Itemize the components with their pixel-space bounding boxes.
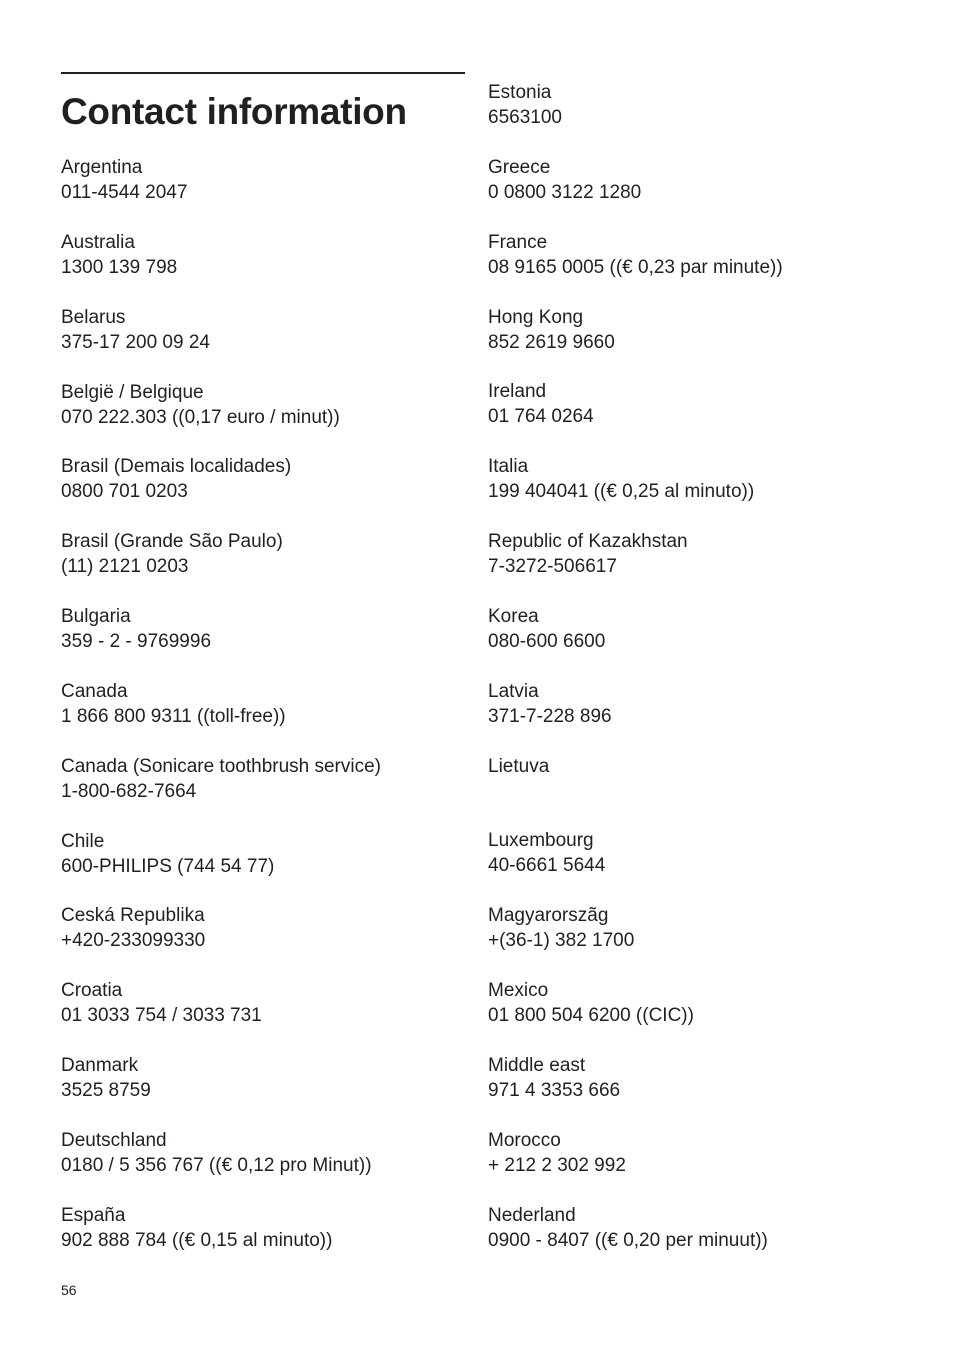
contact-entry (61, 754, 481, 829)
contact-entry (61, 529, 481, 604)
contact-list-left (61, 155, 481, 1278)
contact-entry (488, 1053, 908, 1128)
phone-number: 359 - 2 - 9769996 (61, 631, 212, 653)
country-name: Brasil (Grande São Paulo) (61, 531, 283, 553)
phone-number: 902 888 784 ((€ 0,15 al minuto)) (61, 1229, 333, 1251)
country-name: Middle east (488, 1054, 586, 1076)
contact-entry (488, 1128, 908, 1203)
phone-number: + 212 2 302 992 (488, 1154, 626, 1176)
contact-entry (61, 679, 481, 754)
phone-number: 371-7-228 896 (488, 705, 612, 727)
country-name: Chile (61, 830, 105, 852)
phone-number: 199 404041 ((€ 0,25 al minuto)) (488, 481, 755, 503)
country-name: Republic of Kazakhstan (488, 531, 688, 553)
phone-number: 0900 - 8407 ((€ 0,20 per minuut)) (488, 1229, 768, 1251)
contact-entry (61, 1128, 481, 1203)
phone-number: 852 2619 9660 (488, 331, 615, 353)
contact-entry (488, 80, 908, 155)
country-name: Australia (61, 231, 135, 253)
phone-number (488, 779, 908, 804)
country-name: Greece (488, 156, 551, 178)
phone-number: 01 3033 754 / 3033 731 (61, 1005, 262, 1027)
country-name: Croatia (61, 980, 123, 1002)
contact-entry (61, 978, 481, 1053)
contact-entry (488, 903, 908, 978)
contact-entry (61, 1053, 481, 1128)
contact-entry (61, 230, 481, 305)
phone-number: 070 222.303 ((0,17 euro / minut)) (61, 406, 340, 428)
phone-number: 7-3272-506617 (488, 556, 617, 578)
country-name: Bulgaria (61, 606, 131, 628)
country-name: Danmark (61, 1055, 139, 1077)
contact-entry (61, 155, 481, 230)
country-name: Argentina (61, 157, 143, 178)
phone-number: 0800 701 0203 (61, 481, 188, 503)
country-name: Magyarorszãg (488, 905, 609, 927)
phone-number: 1 866 800 9311 ((toll-free)) (61, 705, 286, 727)
contact-entry (488, 604, 908, 679)
phone-number: 3525 8759 (61, 1080, 151, 1102)
phone-number: 0 0800 3122 1280 (488, 181, 642, 203)
phone-number: 08 9165 0005 ((€ 0,23 par minute)) (488, 256, 783, 278)
contact-entry (61, 829, 481, 904)
contact-entry (488, 230, 908, 305)
contact-entry (488, 529, 908, 604)
country-name: Nederland (488, 1204, 576, 1226)
country-name: Morocco (488, 1129, 561, 1151)
country-name: Italia (488, 456, 529, 478)
contact-entry (488, 754, 908, 829)
country-name: Latvia (488, 680, 539, 702)
phone-number: +(36-1) 382 1700 (488, 930, 635, 952)
phone-number: 01 764 0264 (488, 406, 594, 428)
country-name: België / Belgique (61, 381, 204, 403)
country-name: Canada (Sonicare toothbrush service) (61, 755, 382, 777)
phone-number: 375-17 200 09 24 (61, 331, 210, 353)
country-name: Deutschland (61, 1129, 167, 1151)
page-number: 56 (61, 1282, 77, 1298)
country-name: Lietuva (488, 755, 550, 777)
country-name: Ireland (488, 381, 547, 403)
country-name: Luxembourg (488, 830, 594, 852)
country-name: Mexico (488, 980, 549, 1002)
title-rule (61, 72, 465, 74)
country-name: Hong Kong (488, 306, 584, 328)
phone-number: 0180 / 5 356 767 ((€ 0,12 pro Minut)) (61, 1154, 372, 1176)
contact-entry (488, 155, 908, 230)
phone-number: 6563100 (488, 107, 562, 128)
contact-entry (488, 1203, 908, 1278)
contact-entry (61, 903, 481, 978)
contact-entry (488, 454, 908, 529)
contact-entry (488, 305, 908, 380)
page-title: Contact information (61, 91, 407, 132)
contact-entry (61, 604, 481, 679)
country-name: Estonia (488, 82, 552, 103)
phone-number: 01 800 504 6200 ((CIC)) (488, 1005, 694, 1027)
contact-entry (61, 305, 481, 380)
phone-number: 971 4 3353 666 (488, 1079, 621, 1101)
contact-entry (488, 379, 908, 454)
phone-number: (11) 2121 0203 (61, 556, 189, 578)
phone-number: 011-4544 2047 (61, 182, 188, 203)
phone-number: +420-233099330 (61, 930, 206, 952)
country-name: France (488, 231, 548, 253)
contact-entry (61, 454, 481, 529)
country-name: Korea (488, 605, 539, 627)
country-name: Belarus (61, 306, 126, 328)
contact-entry (61, 1203, 481, 1278)
contact-list-right (488, 80, 908, 1278)
country-name: Ceská Republika (61, 905, 205, 927)
phone-number: 1300 139 798 (61, 256, 178, 278)
phone-number: 600-PHILIPS (744 54 77) (61, 855, 275, 877)
phone-number: 1-800-682-7664 (61, 780, 197, 802)
phone-number: 080-600 6600 (488, 630, 606, 652)
country-name: Canada (61, 680, 128, 702)
contact-entry (488, 679, 908, 754)
contact-entry (488, 828, 908, 903)
phone-number: 40-6661 5644 (488, 855, 606, 877)
country-name: Brasil (Demais localidades) (61, 456, 292, 478)
contact-entry (488, 978, 908, 1053)
country-name: España (61, 1204, 126, 1226)
contact-entry (61, 380, 481, 455)
